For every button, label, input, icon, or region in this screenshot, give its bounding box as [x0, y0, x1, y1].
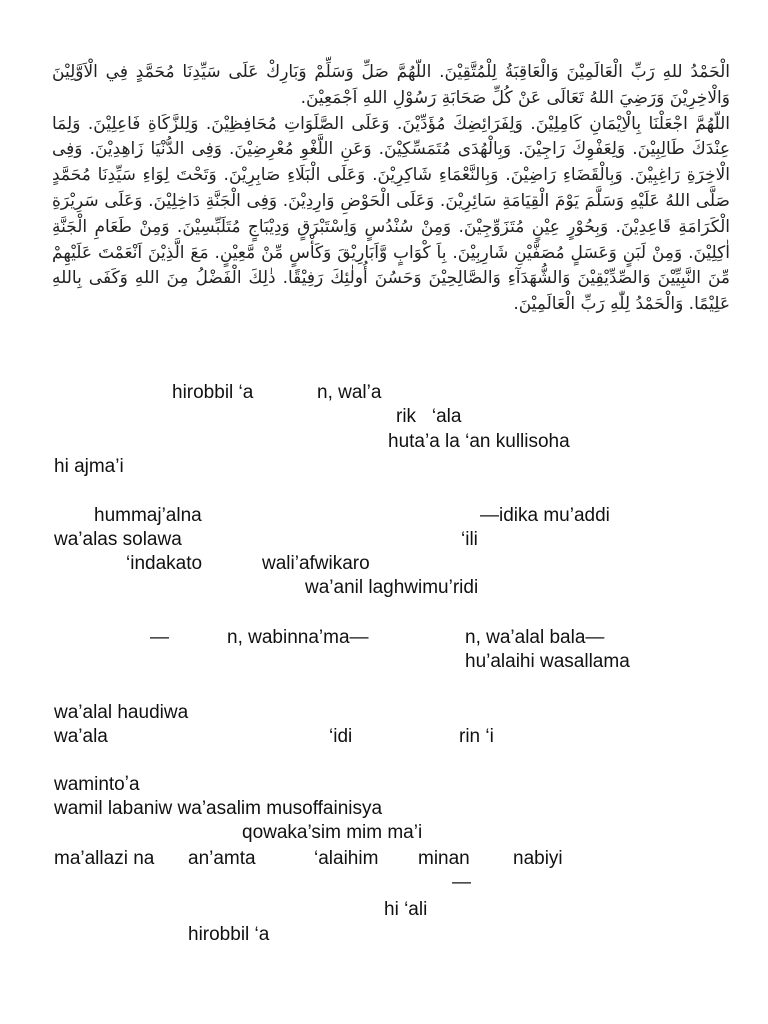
- transliteration-fragment: hirobbil ‘a: [188, 924, 270, 945]
- arabic-prayer-text: [52, 60, 730, 318]
- transliteration-fragment: wa’alal haudiwa: [54, 702, 189, 723]
- transliteration-fragment: ‘idi: [329, 726, 353, 747]
- transliteration-fragment: hi ‘ali: [384, 899, 428, 920]
- transliteration-fragment: wa’ala: [54, 726, 108, 747]
- transliteration-fragment: —: [150, 627, 169, 648]
- transliteration-fragment: —: [452, 872, 471, 893]
- transliteration-fragment: ‘indakato: [126, 553, 203, 574]
- transliteration-fragment: wamil labaniw wa’asalim musoffainisya: [54, 798, 383, 819]
- transliteration-fragment: nabiyi: [513, 848, 563, 869]
- transliteration-fragment: wa’alas solawa: [54, 529, 182, 550]
- transliteration-fragment: —idika mu’addi: [480, 505, 610, 526]
- transliteration-fragment: n, wa’alal bala—: [465, 627, 605, 648]
- transliteration-fragment: hummaj’alna: [94, 505, 202, 526]
- transliteration-fragment: hu’alaihi wasallama: [465, 651, 630, 672]
- transliteration-fragment: n, wal’a: [317, 382, 382, 403]
- transliteration-fragment: rin ‘i: [459, 726, 494, 747]
- transliteration-fragment: hirobbil ‘a: [172, 382, 254, 403]
- transliteration-fragment: wamintoʼa: [54, 774, 140, 795]
- transliteration-fragment: ‘ili: [461, 529, 478, 550]
- arabic-paragraph-supplication: اللّهُمَّ اجْعَلْنَا بِالْاِيْمَانِ كَامِلِيْنَ. وَلِفَرَائِضِكَ مُؤَدِّيْنَ. وَعَلَى الصَّلَوَاتِ مُحَافِظِيْنَ. وَلِلزَّكَاةِ فَاعِلِيْنَ. وَلِمَا عِنْدَكَ طَالِبِيْنَ. وَلِعَفْوِكَ رَاجِيْنَ. وَبِالْهُدَى مُتَمَسِّكِيْنَ. وَعَنِ اللَّغْوِ مُعْرِضِيْنَ. وَفِى الدُّنْيَا زَاهِدِيْنَ. وَفِى الْاخِرَةِ رَاغِبِيْنَ. وَبِالْقَضَاءِ رَاضِيْنَ. وَبِالنَّعْمَاءِ شَاكِرِيْنَ. وَعَلَى الْبَلَاءِ صَابِرِيْنَ. وَتَحْتَ لِوَاءِ سَيِّدِنَا مُحَمَّدٍ صَلَّى اللهُ عَلَيْهِ وَسَلَّمَ يَوْمَ الْقِيَامَةِ سَائِرِيْنَ. وَعَلَى الْحَوْضِ وَارِدِيْنَ. وَفِى الْجَنَّةِ دَاخِلِيْنَ. وَعَلَى سَرِيْرَةِ الْكَرَامَةِ قَاعِدِيْنَ. وَبِحُوْرٍ عِيْنٍ مُتَزَوِّجِيْنَ. وَمِنْ سُنْدُسٍ وَاِسْتَبْرَقٍ وَدِيْبَاجٍ مُتَلَبِّسِيْنَ. وَمِنْ طَعَامِ الْجَنَّةِ اٰكِلِيْنَ. وَمِنْ لَبَنٍ وَعَسَلٍ مُصَفَّيْنِ شَارِبِيْنَ. بِاَ كْوَابٍ وَّاَبَارِيْقَ وَكَأْسٍ مِّنْ مَّعِيْنٍ. مَعَ الَّذِيْنَ اَنْعَمْتَ عَلَيْهِمْ مِّنَ النَّبِيِّيْنَ وَالصِّدِّيْقِيْنَ وَالشُّهَدَآءِ وَالصَّالِحِيْنَ وَحَسُنَ أُولٰئِكَ رَفِيْقًا. ذٰلِكَ الْفَضْلُ مِنَ اللهِ وَكَفَى بِاللهِ عَلِيْمًا. وَالْحَمْدُ لِلّٰهِ رَبِّ الْعَالَمِيْنَ.: [52, 113, 730, 315]
- transliteration-fragment: rik ‘ala: [396, 406, 462, 427]
- transliteration-fragment: wali’afwikaro: [262, 553, 370, 574]
- transliteration-fragment: minan: [418, 848, 470, 869]
- transliteration-fragment: an’amta: [188, 848, 256, 869]
- transliteration-fragment: n, wabinna’ma—: [227, 627, 369, 648]
- transliteration-fragment: wa’anil laghwimu’ridi: [305, 577, 479, 598]
- transliteration-fragment: huta’a la ‘an kullisoha: [388, 431, 570, 452]
- transliteration-fragment: qowaka’sim mim ma’i: [242, 822, 423, 843]
- transliteration-fragment: hi ajma’i: [54, 456, 124, 477]
- transliteration-fragment: ‘alaihim: [314, 848, 379, 869]
- arabic-paragraph-opening: الْحَمْدُ للهِ رَبِّ الْعَالَمِيْنَ وَالْعَاقِبَةُ لِلْمُتَّقِيْنَ. اللّهُمَّ صَلِّ وَسَلِّمْ وَبَارِكْ عَلَى سَيِّدِنَا مُحَمَّدٍ فِي الْاَوَّلِيْنَ وَالْاخِرِيْنَ وَرَضِيَ اللهُ تَعَالَى عَنْ كُلِّ صَحَابَةِ رَسُوْلِ اللهِ اَجْمَعِيْنَ.: [52, 62, 730, 108]
- transliteration-fragment: ma’allazi na: [54, 848, 155, 869]
